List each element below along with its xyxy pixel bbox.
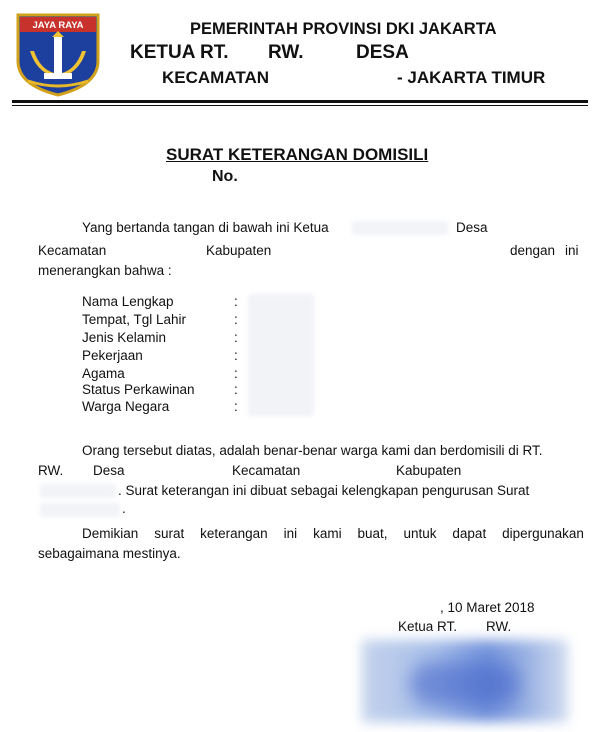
closing-word: buat, <box>357 526 388 541</box>
field-colon: : <box>234 399 238 414</box>
intro-line-3: menerangkan bahwa : <box>38 263 172 278</box>
blurred-stamp-core <box>410 662 520 706</box>
field-colon: : <box>234 330 238 345</box>
signature-date: , 10 Maret 2018 <box>440 600 535 615</box>
field-label-pekerjaan: Pekerjaan <box>82 348 143 363</box>
body-line-3: . Surat keterangan ini dibuat sebagai kelengkapan pengurusan Surat <box>118 483 530 498</box>
body-line-2-kecamatan: Kecamatan <box>232 463 301 478</box>
field-colon: : <box>234 294 238 309</box>
field-colon: : <box>234 366 238 381</box>
body-line-2-desa: Desa <box>93 463 125 478</box>
redacted-location <box>40 484 116 498</box>
header-city: - JAKARTA TIMUR <box>397 68 546 87</box>
intro-line-1a: Yang bertanda tangan di bawah ini Ketua <box>82 220 329 235</box>
closing-word: kami <box>313 526 342 541</box>
header-rw: RW. <box>268 42 304 63</box>
body-line-2-kabupaten: Kabupaten <box>396 463 462 478</box>
field-label-status: Status Perkawinan <box>82 382 195 397</box>
closing-line-1 <box>82 526 584 541</box>
body-line-4: . <box>122 501 126 516</box>
closing-word: untuk <box>403 526 437 541</box>
header-rt: KETUA RT. <box>130 42 229 63</box>
field-colon: : <box>234 312 238 327</box>
redacted-rt <box>352 221 448 235</box>
header-divider-thick <box>12 100 588 103</box>
redacted-field-values <box>248 294 314 416</box>
intro-line-2b: Kabupaten <box>206 243 272 258</box>
field-label-nama: Nama Lengkap <box>82 294 174 309</box>
field-colon: : <box>234 348 238 363</box>
closing-word: surat <box>154 526 185 541</box>
field-label-ttl: Tempat, Tgl Lahir <box>82 312 187 327</box>
jaya-raya-logo <box>14 11 102 97</box>
closing-word: dipergunakan <box>502 526 584 541</box>
closing-word: ini <box>283 526 298 541</box>
intro-line-2d: ini <box>565 243 579 258</box>
jaya-raya-emblem-icon <box>14 11 102 97</box>
field-colon: : <box>234 382 238 397</box>
closing-word: Demikian <box>82 526 139 541</box>
header-government: PEMERINTAH PROVINSI DKI JAKARTA <box>190 20 497 38</box>
field-label-jenis-kelamin: Jenis Kelamin <box>82 330 167 345</box>
closing-line-2: sebagaimana mestinya. <box>38 546 181 561</box>
document-title: SURAT KETERANGAN DOMISILI <box>166 145 429 164</box>
closing-word: keterangan <box>200 526 268 541</box>
intro-line-1b: Desa <box>456 220 488 235</box>
header-desa: DESA <box>356 42 409 63</box>
intro-line-2c: dengan <box>510 243 556 258</box>
logo-caption: JAYA RAYA <box>32 20 84 31</box>
document-number-label: No. <box>212 168 238 185</box>
intro-line-2a: Kecamatan <box>38 243 107 258</box>
field-label-agama: Agama <box>82 366 125 381</box>
redacted-purpose <box>40 503 120 517</box>
closing-word: dapat <box>452 526 487 541</box>
header-divider-thin <box>12 105 588 106</box>
field-label-warga-negara: Warga Negara <box>82 399 170 414</box>
signature-role-rw: RW. <box>486 619 512 634</box>
body-line-1: Orang tersebut diatas, adalah benar-benar warga kami dan berdomisili di RT. <box>82 443 543 458</box>
header-kecamatan: KECAMATAN <box>162 68 270 87</box>
body-line-2-rw: RW. <box>38 463 64 478</box>
signature-role-rt: Ketua RT. <box>398 619 458 634</box>
